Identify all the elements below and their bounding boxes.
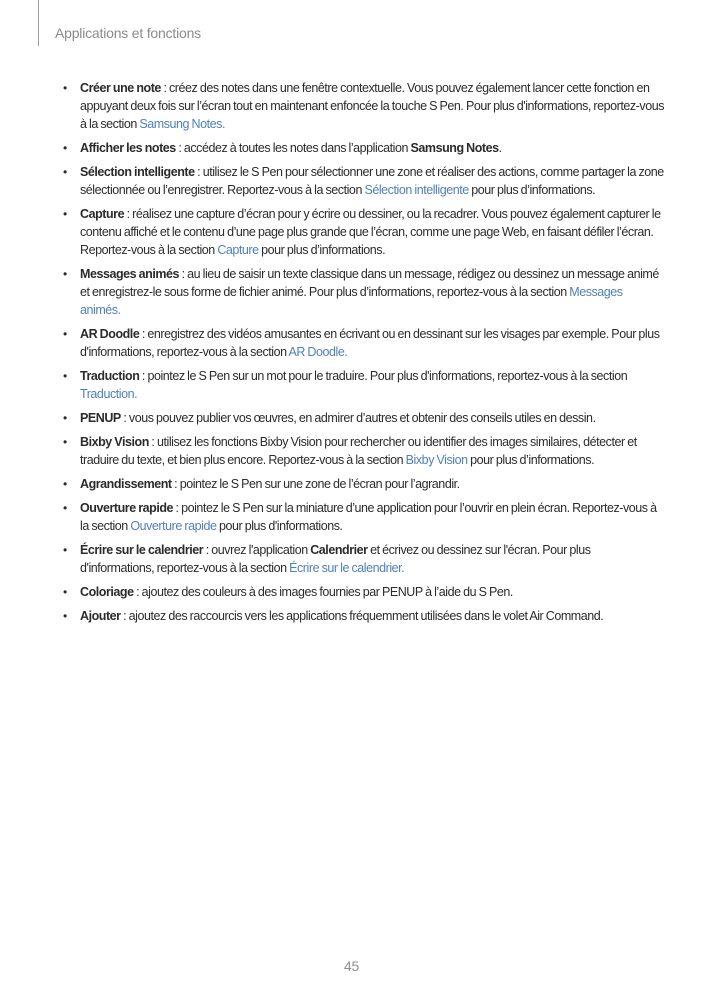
- list-item: [80, 433, 664, 469]
- list-item: [80, 583, 664, 601]
- feature-text: : ouvrez l'application: [203, 543, 311, 557]
- list-item: [80, 265, 664, 319]
- feature-text: : pointez le S Pen sur un mot pour le traduire. Pour plus d'informations, reportez-vous à la section: [139, 369, 628, 383]
- feature-name: Créer une note: [80, 81, 161, 95]
- feature-text: : utilisez le S Pen pour sélectionner une zone et réaliser des actions, comme partager la zone sélectionnée ou l’enregistrer. Reportez-vous à la section: [80, 165, 664, 197]
- feature-text: : vous pouvez publier vos œuvres, en admirer d’autres et obtenir des conseils utiles en dessin.: [120, 411, 596, 425]
- feature-name: Messages animés: [80, 267, 180, 281]
- feature-text: : ajoutez des couleurs à des images fournies par PENUP à l’aide du S Pen.: [133, 585, 513, 599]
- feature-text: : enregistrez des vidéos amusantes en écrivant ou en dessinant sur les visages par exemple. Pour plus d'informations, reportez-vous à la section: [80, 327, 660, 359]
- feature-text: et écrivez ou dessinez sur l'écran. Pour plus d'informations, reportez-vous à la section: [80, 543, 591, 575]
- section-link[interactable]: Écrire sur le calendrier.: [289, 561, 405, 575]
- list-item: [80, 607, 664, 625]
- feature-text: : pointez le S Pen sur une zone de l’écran pour l’agrandir.: [171, 477, 460, 491]
- feature-text: : au lieu de saisir un texte classique dans un message, rédigez ou dessinez un message animé et enregistrez-le sous forme de fichier animé. Pour plus d’informations, reportez-vous à la section: [80, 267, 659, 299]
- feature-name: Calendrier: [310, 543, 368, 557]
- feature-text: pour plus d’informations.: [258, 243, 386, 257]
- feature-name: Bixby Vision: [80, 435, 149, 449]
- feature-name: AR Doodle: [80, 327, 140, 341]
- section-link[interactable]: Messages animés.: [80, 285, 623, 317]
- list-item: [80, 475, 664, 493]
- feature-text: pour plus d’informations.: [468, 183, 596, 197]
- section-link[interactable]: Samsung Notes.: [139, 117, 225, 131]
- section-link[interactable]: AR Doodle.: [288, 345, 348, 359]
- list-item: [80, 205, 664, 259]
- feature-name: Coloriage: [80, 585, 134, 599]
- feature-text: : ajoutez des raccourcis vers les applications fréquemment utilisées dans le volet Air Command.: [120, 609, 604, 623]
- list-item: [80, 325, 664, 361]
- list-item: [80, 163, 664, 199]
- feature-text: : créez des notes dans une fenêtre contextuelle. Vous pouvez également lancer cette fonction en appuyant deux fois sur l’écran tout en maintenant enfoncée la touche S Pen. Pour plus d'informations, reportez-vous à la section: [80, 81, 664, 131]
- list-item: [80, 139, 664, 157]
- feature-text: : utilisez les fonctions Bixby Vision pour rechercher ou identifier des images similaires, détecter et traduire du texte, et bien plus encore. Reportez-vous à la section: [80, 435, 637, 467]
- feature-text: : pointez le S Pen sur la miniature d’une application pour l’ouvrir en plein écran. Reportez-vous à la section: [80, 501, 657, 533]
- page-number: 45: [343, 958, 360, 974]
- feature-text: .: [498, 141, 502, 155]
- feature-text: pour plus d’informations.: [467, 453, 595, 467]
- feature-list: [80, 79, 664, 631]
- list-item: [80, 367, 664, 403]
- header-divider: [38, 0, 39, 46]
- section-link[interactable]: Traduction.: [80, 387, 138, 401]
- section-link[interactable]: Capture: [217, 243, 259, 257]
- feature-name: Samsung Notes: [410, 141, 499, 155]
- feature-text: pour plus d'informations.: [216, 519, 343, 533]
- feature-name: Ajouter: [80, 609, 121, 623]
- running-header: Applications et fonctions: [55, 25, 201, 41]
- feature-name: Traduction: [80, 369, 140, 383]
- list-item: [80, 499, 664, 535]
- feature-text: : accédez à toutes les notes dans l’application: [175, 141, 411, 155]
- list-item: [80, 541, 664, 577]
- feature-text: : réalisez une capture d’écran pour y écrire ou dessiner, ou la recadrer. Vous pouvez également capturer le contenu affiché et le contenu d’une page plus grande que l’écran, comme une page Web, en faisant défiler l’écran. Reportez-vous à la section: [80, 207, 661, 257]
- feature-name: Agrandissement: [80, 477, 172, 491]
- section-link[interactable]: Bixby Vision: [405, 453, 468, 467]
- section-link[interactable]: Sélection intelligente: [364, 183, 469, 197]
- feature-name: PENUP: [80, 411, 121, 425]
- feature-name: Afficher les notes: [80, 141, 176, 155]
- feature-name: Ouverture rapide: [80, 501, 174, 515]
- feature-name: Sélection intelligente: [80, 165, 195, 179]
- feature-name: Capture: [80, 207, 125, 221]
- list-item: [80, 409, 664, 427]
- section-link[interactable]: Ouverture rapide: [130, 519, 217, 533]
- feature-name: Écrire sur le calendrier: [80, 543, 204, 557]
- list-item: [80, 79, 664, 133]
